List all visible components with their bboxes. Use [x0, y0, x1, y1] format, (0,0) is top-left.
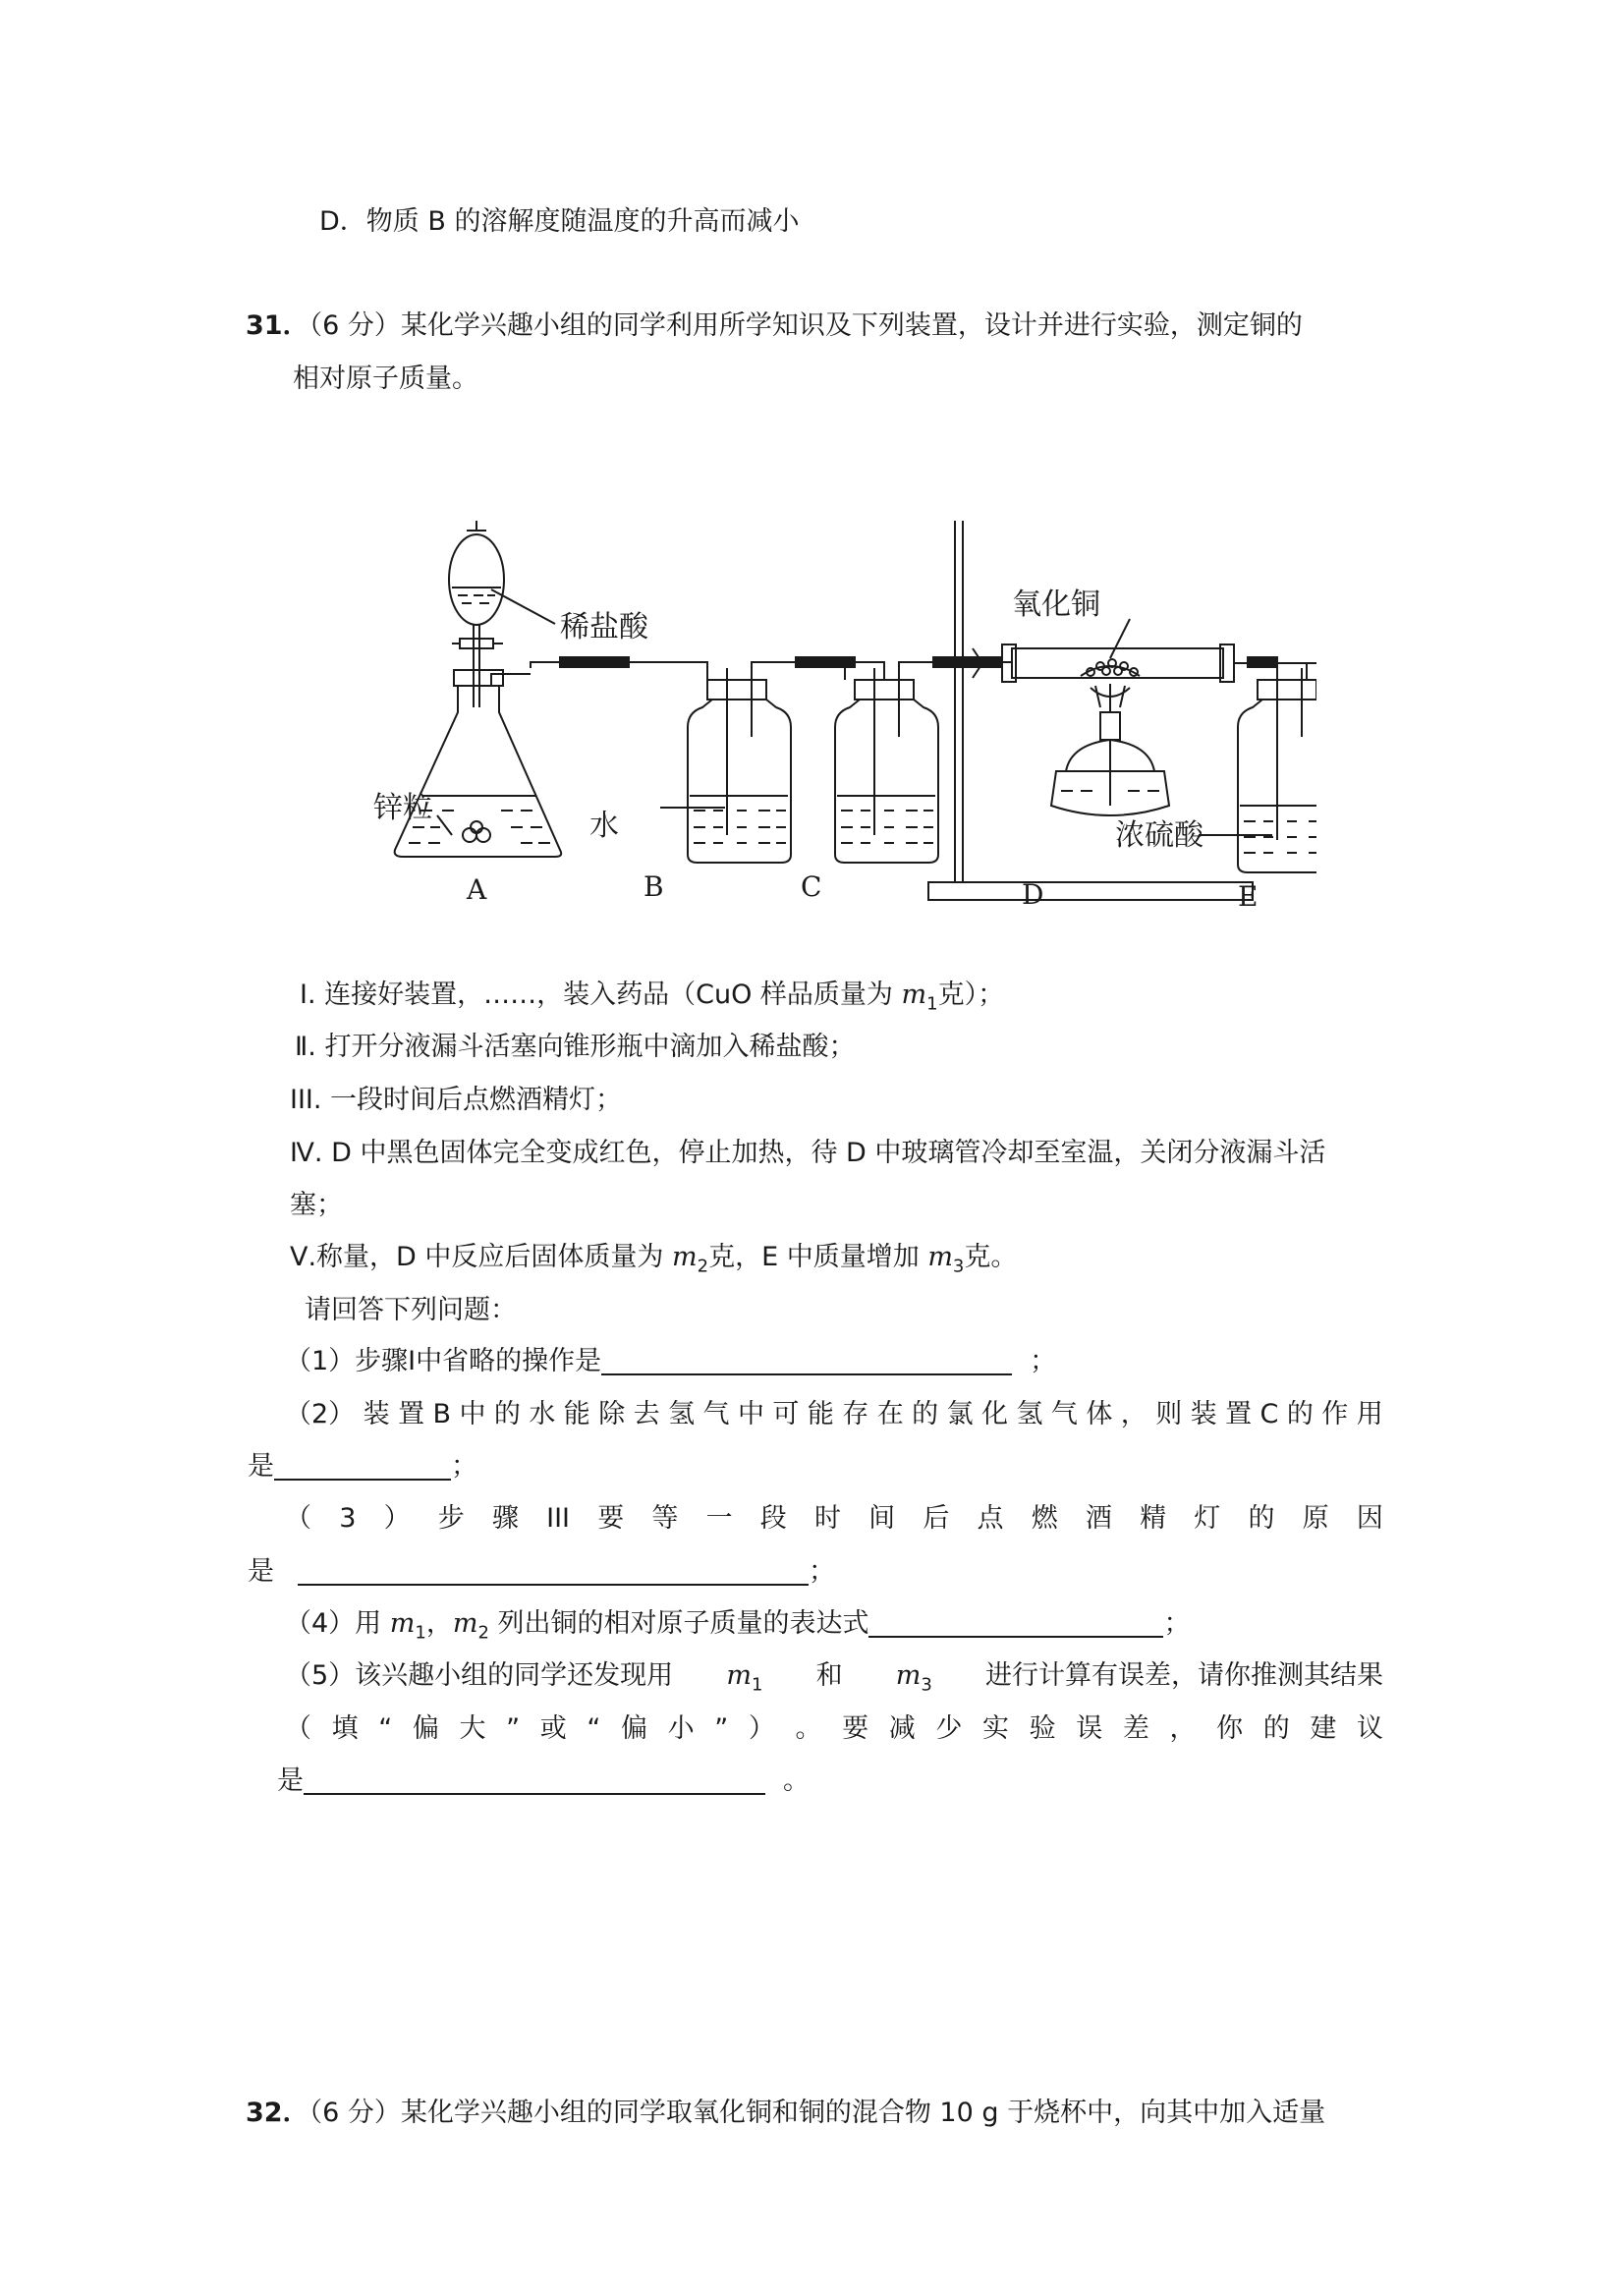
- q32-intro: 32．（6 分）某化学兴趣小组的同学取氧化铜和铜的混合物 10 g 于烧杯中，向其中加入适量: [246, 2098, 1326, 2128]
- q31-intro-line2: 相对原子质量。: [293, 364, 478, 394]
- caption-a: A: [467, 873, 487, 906]
- question-3-line2: 是 ；: [248, 1556, 835, 1587]
- wash-bottle-c: [835, 662, 1012, 863]
- answer-blank-1[interactable]: [601, 1344, 1012, 1375]
- caption-b: B: [644, 870, 664, 903]
- caption-d: D: [1022, 878, 1044, 911]
- question-4: （4）用 $m_1$，$m_2$ 列出铜的相对原子质量的表达式 ；: [285, 1608, 1191, 1644]
- question-2-line2: 是 ；: [248, 1451, 477, 1482]
- question-5-line3: 是 。: [277, 1765, 810, 1796]
- question-5-line1: （5）该兴趣小组的同学还发现用 $m_1$ 和 $m_3$ 进行计算有误差，请你推测其结果: [285, 1660, 1383, 1696]
- iron-stand-d: [928, 521, 1253, 900]
- label-conc-sulfuric-acid: 浓硫酸: [1115, 818, 1203, 853]
- wash-bottle-b: [660, 662, 845, 863]
- apparatus-diagram: [334, 511, 1316, 924]
- conical-flask-a: [395, 670, 562, 857]
- step-4-line1: Ⅳ. D 中黑色固体完全变成红色，停止加热，待 D 中玻璃管冷却至室温，关闭分液漏斗活: [290, 1138, 1326, 1168]
- answer-blank-5[interactable]: [304, 1764, 765, 1795]
- step-5: Ⅴ.称量，D 中反应后固体质量为 $m_2$克，E 中质量增加 $m_3$克。: [290, 1242, 1018, 1277]
- caption-c: C: [801, 870, 822, 903]
- answer-blank-4[interactable]: [868, 1606, 1163, 1638]
- label-water: 水: [589, 809, 619, 843]
- question-2-line1: （2） 装 置 B 中 的 水 能 除 去 氢 气 中 可 能 存 在 的 氯 化 氢 气 体 ， 则 装 置 C 的 作 用: [285, 1399, 1383, 1429]
- step-4-line2: 塞；: [290, 1190, 343, 1220]
- separatory-funnel: [449, 521, 504, 707]
- q31-intro: [246, 308, 1387, 344]
- q31-intro-line1: （6 分）某化学兴趣小组的同学利用所学知识及下列装置，设计并进行实验，测定铜的: [308, 310, 1303, 341]
- step-2: Ⅱ. 打开分液漏斗活塞向锥形瓶中滴加入稀盐酸；: [295, 1032, 856, 1062]
- combustion-tube: [1002, 619, 1234, 682]
- caption-e: E: [1238, 880, 1259, 913]
- label-dilute-hcl: 稀盐酸: [560, 610, 648, 644]
- question-3-line1: （ 3 ） 步 骤 III 要 等 一 段 时 间 后 点 燃 酒 精 灯 的 原 因: [285, 1503, 1383, 1534]
- step-3: III. 一段时间后点燃酒精灯；: [290, 1085, 623, 1115]
- question-1: （1）步骤Ⅰ中省略的操作是 ；: [285, 1346, 1057, 1376]
- answer-prompt: 请回答下列问题：: [305, 1295, 517, 1325]
- answer-blank-2[interactable]: [274, 1449, 451, 1481]
- q32-number: 32．: [246, 2098, 309, 2128]
- previous-option-d: D．物质 B 的溶解度随温度的升高而减小: [319, 206, 800, 237]
- q31-number: 31．: [246, 310, 309, 341]
- answer-blank-3[interactable]: [298, 1554, 809, 1586]
- label-zinc-granules: 锌粒: [373, 791, 432, 825]
- alcohol-lamp: [1051, 684, 1169, 815]
- label-copper-oxide: 氧化铜: [1012, 588, 1100, 622]
- step-1: Ⅰ. 连接好装置，……，装入药品（CuO 样品质量为 $m_1$克）；: [300, 980, 1005, 1015]
- wash-bottle-e: [1238, 663, 1316, 872]
- question-5-line2: （ 填 “ 偏 大 ” 或 “ 偏 小 ” ） 。 要 减 少 实 验 误 差 ， 你 的 建 议: [285, 1713, 1383, 1744]
